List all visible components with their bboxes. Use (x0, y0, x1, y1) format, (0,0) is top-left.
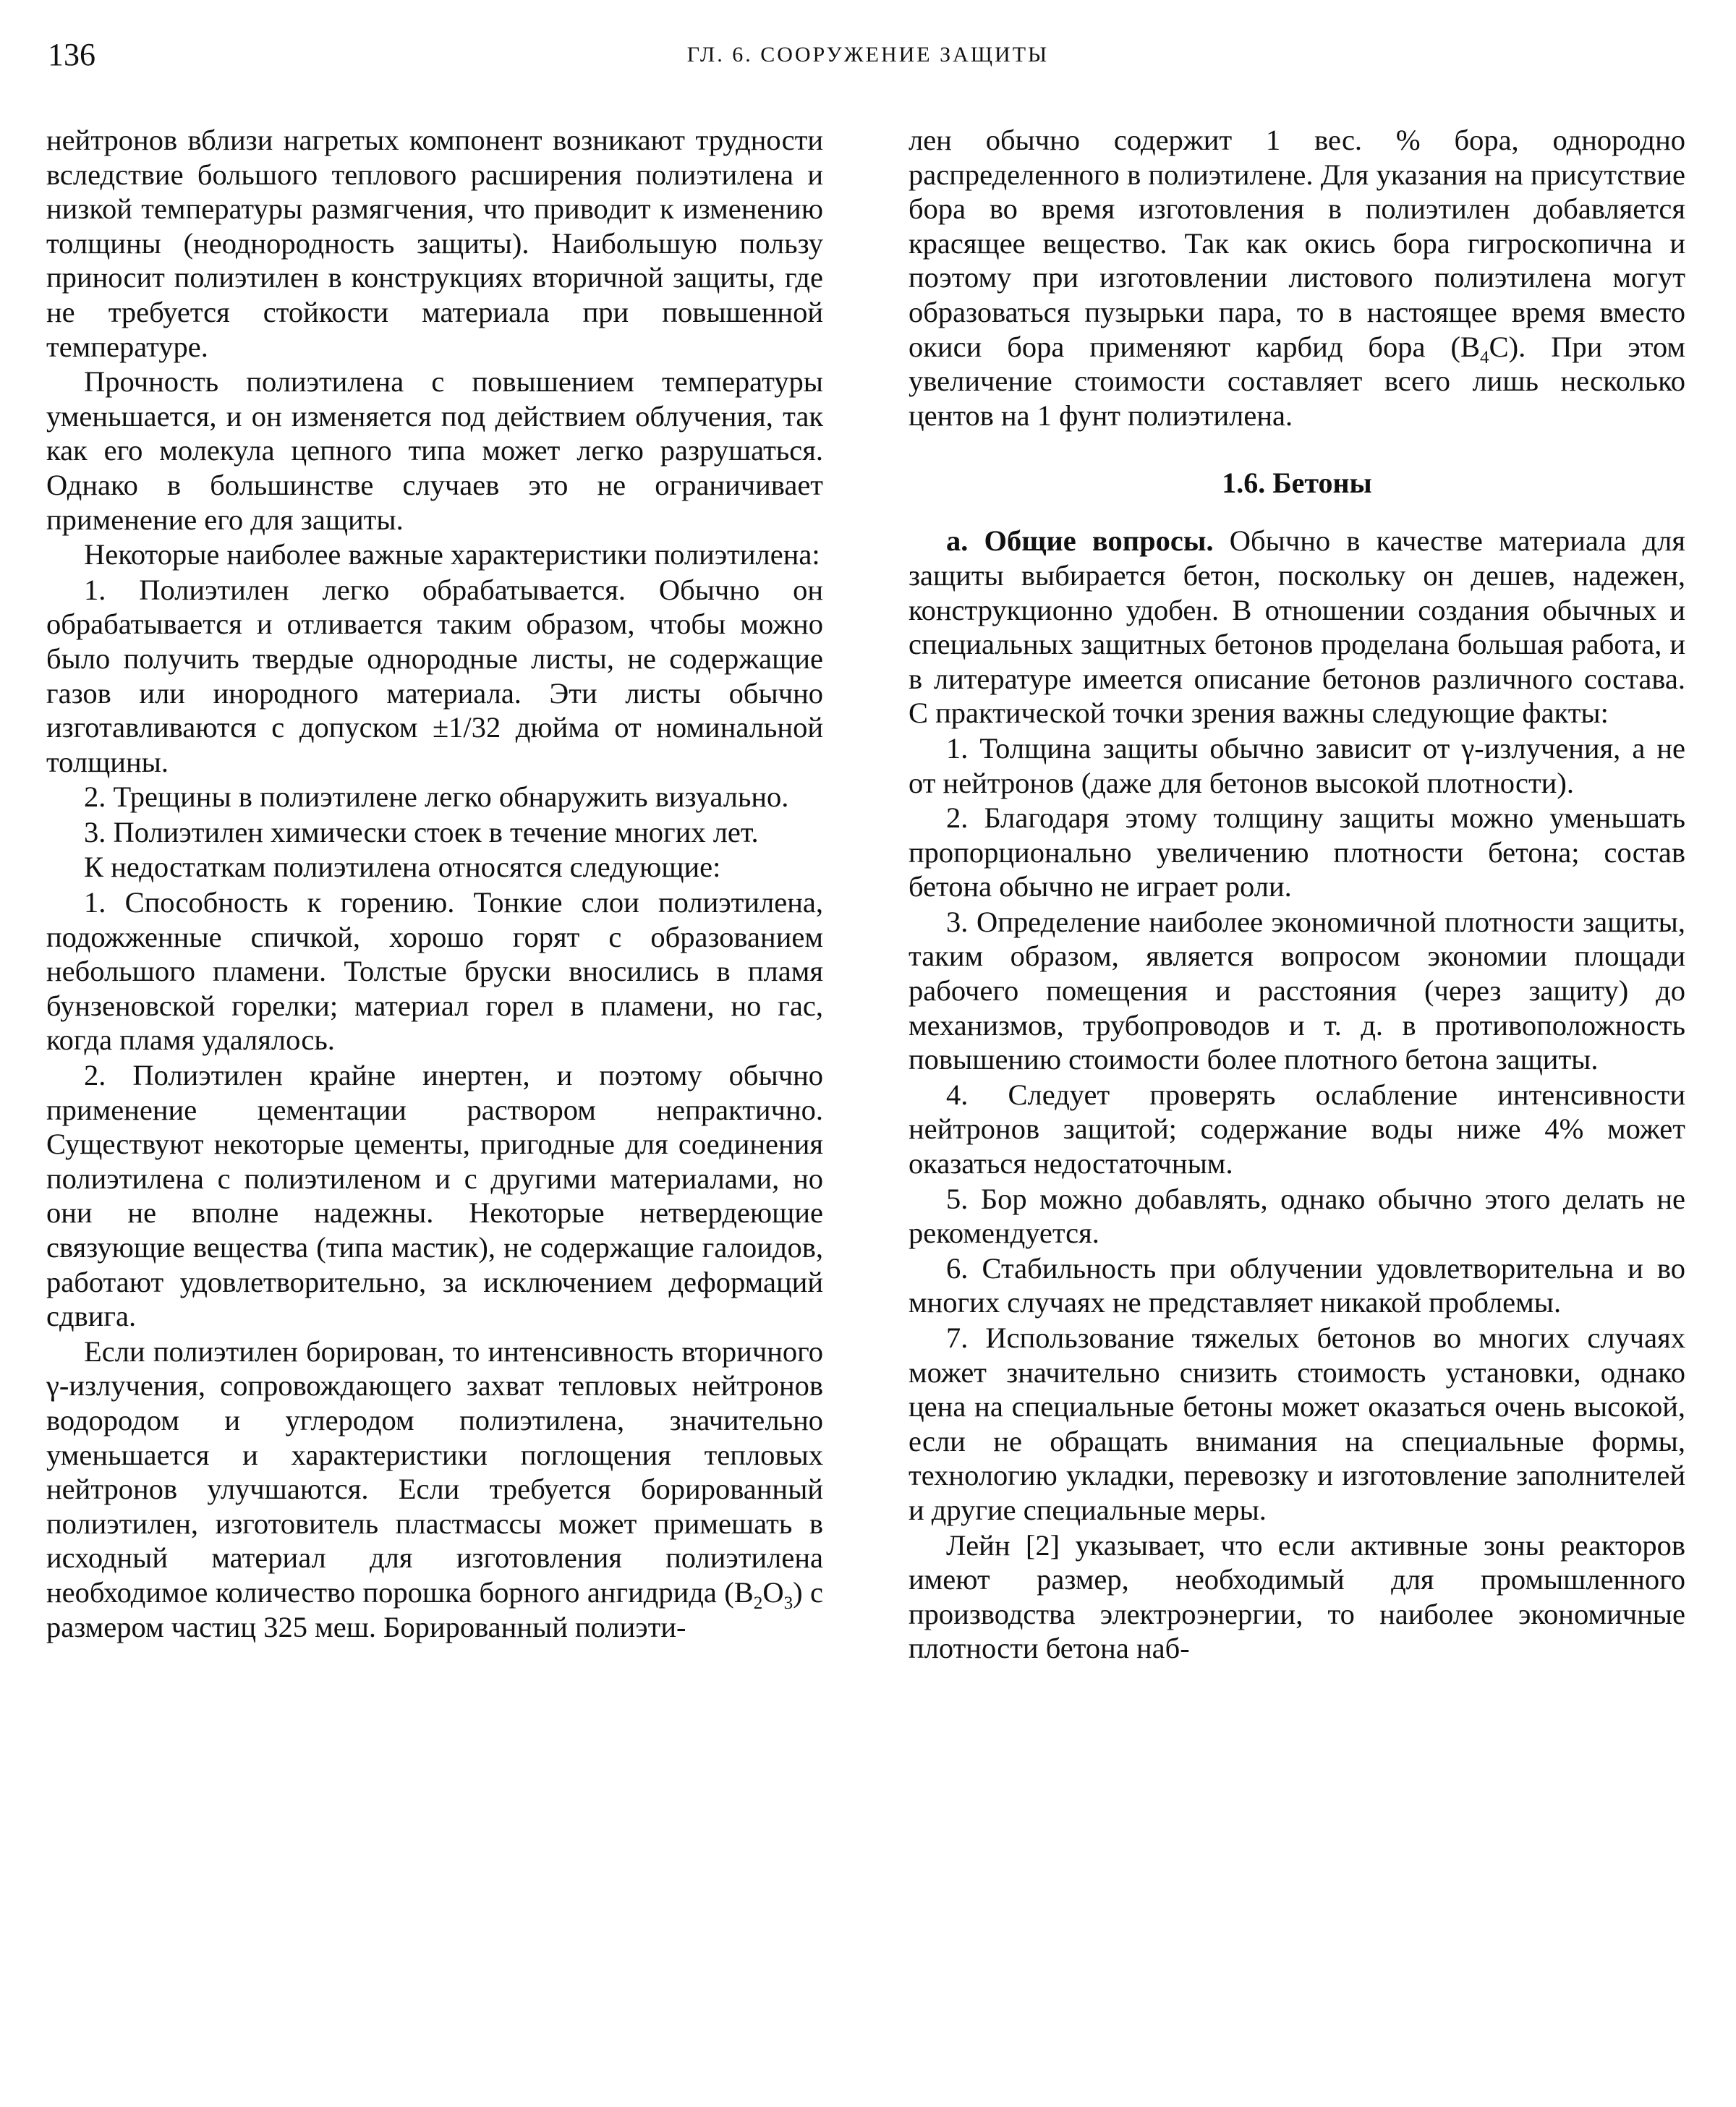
paragraph (909, 123, 1685, 433)
paragraph: нейтронов вблизи нагретых компонент возникают трудности вследствие большого теплового расширения полиэтилена и низкой температуры размягчения, что приводит к изменению толщины (неоднородность защиты). Наибольшую пользу приносит полиэтилен в конструкциях вторичной защиты, где не требуется стойкости материала при повышенной температуре. (46, 124, 823, 363)
text-run: Обычно в качестве материала для защиты выбирается бетон, поскольку он дешев, надежен, конструкционно удобен. В отношении создания обычных и специальных защитных бетонов проделана большая работа, и в литературе имеется описание бетонов различного состава. С практической точки зрения важны следующие факты: (909, 524, 1685, 730)
text-run: лен обычно содержит 1 вес. % бора, однородно распределенного в полиэтилене. Для указания на присутствие бора во время изготовления в полиэтилен добавляется красящее вещество. Так как окись бора гигроскопична и поэтому при изготовлении листового полиэтилена могут образоваться пузырьки пара, то в настоящее время вместо окиси бора применяют карбид бора (B (909, 124, 1685, 363)
paragraph: Лейн [2] указывает, что если активные зоны реакторов имеют размер, необходимый для промышленного производства электроэнергии, то наиболее экономичные плотности бетона наб- (909, 1528, 1685, 1665)
page-header (48, 29, 1688, 81)
text-run: O (762, 1575, 784, 1609)
paragraph (46, 1335, 823, 1644)
paragraph (909, 524, 1685, 731)
subscript: 2 (753, 1593, 763, 1614)
list-item: 1. Полиэтилен легко обрабатывается. Обычно он обрабатывается и отливается таким образом, чтобы можно было получить твердые однородные листы, не содержащие газов или инородного материала. Эти листы обычно изготавливаются с допуском ±1/32 дюйма от номинальной толщины. (46, 573, 823, 778)
subscript: 4 (1480, 347, 1489, 367)
paragraph: Некоторые наиболее важные характеристики полиэтилена: (84, 538, 820, 571)
list-item: 1. Способность к горению. Тонкие слои полиэтилена, подожженные спичкой, хорошо горят с образованием небольшого пламени. Толстые бруски вносились в пламя бунзеновской горелки; материал горел в пламени, но гас, когда пламя удалялось. (46, 886, 823, 1057)
section-title: 1.6. Бетоны (1222, 467, 1372, 500)
list-item: 2. Полиэтилен крайне инертен, и поэтому обычно применение цементации раствором непрактично. Существуют некоторые цементы, пригодные для соединения полиэтилена с полиэтиленом и с другими материалами, но они не вполне надежны. Некоторые нетвердеющие связующие вещества (типа мастик), не содержащие галоидов, работают удовлетворительно, за исключением деформаций сдвига. (46, 1059, 823, 1333)
left-column (46, 123, 823, 1645)
page-number: 136 (48, 37, 95, 72)
text-run: C). При этом увеличение стоимости составляет всего лишь несколько центов на 1 фунт полиэтилена. (909, 330, 1686, 432)
list-item: 6. Стабильность при облучении удовлетворительна и во многих случаях не представляет никакой проблемы. (909, 1251, 1685, 1319)
run-in-heading: а. Общие вопросы. (946, 524, 1214, 558)
list-item: 2. Трещины в полиэтилене легко обнаружить визуально. (84, 780, 789, 814)
subscript: 3 (783, 1593, 793, 1614)
list-item: 3. Полиэтилен химически стоек в течение многих лет. (84, 815, 759, 848)
list-item: 2. Благодаря этому толщину защиты можно уменьшать пропорционально увеличению плотности бетона; состав бетона обычно не играет роли. (909, 801, 1685, 903)
list-item: 5. Бор можно добавлять, однако обычно этого делать не рекомендуется. (909, 1182, 1685, 1250)
list-item: 3. Определение наиболее экономичной плотности защиты, таким образом, является вопросом экономии площади рабочего помещения и расстояния (через защиту) до механизмов, трубопроводов и т. д. в противоположность повышению стоимости более плотного бетона защиты. (909, 905, 1685, 1076)
list-item: 7. Использование тяжелых бетонов во многих случаях может значительно снизить стоимость установки, однако цена на специальные бетоны может оказаться очень высокой, если не обращать внимания на специальные формы, технологию укладки, перевозку и изготовление заполнителей и другие специальные меры. (909, 1321, 1685, 1526)
paragraph: К недостаткам полиэтилена относятся следующие: (84, 851, 721, 884)
running-head: ГЛ. 6. СООРУЖЕНИЕ ЗАЩИТЫ (686, 43, 1050, 67)
text-run: Если полиэтилен борирован, то интенсивность вторичного γ-излучения, сопровождающего захват тепловых нейтронов водородом и углеродом полиэтилена, значительно уменьшается и характеристики поглощения тепловых нейтронов улучшаются. Если требуется борированный полиэтилен, изготовитель пластмассы может примешать в исходный материал для изготовления полиэтилена необходимое количество порошка борного ангидрида (B (46, 1335, 823, 1609)
list-item: 1. Толщина защиты обычно зависит от γ-излучения, а не от нейтронов (даже для бетонов высокой плотности). (909, 731, 1685, 799)
list-item: 4. Следует проверять ослабление интенсивности нейтронов защитой; содержание воды ниже 4% может оказаться недостаточным. (909, 1078, 1685, 1180)
text-run: ) с размером частиц 325 меш. Борированный полиэти- (46, 1575, 823, 1643)
right-column (909, 123, 1685, 1667)
paragraph: Прочность полиэтилена с повышением температуры уменьшается, и он изменяется под действием облучения, так как его молекула цепного типа может легко разрушаться. Однако в большинстве случаев это не ограничивает применение его для защиты. (46, 365, 823, 536)
